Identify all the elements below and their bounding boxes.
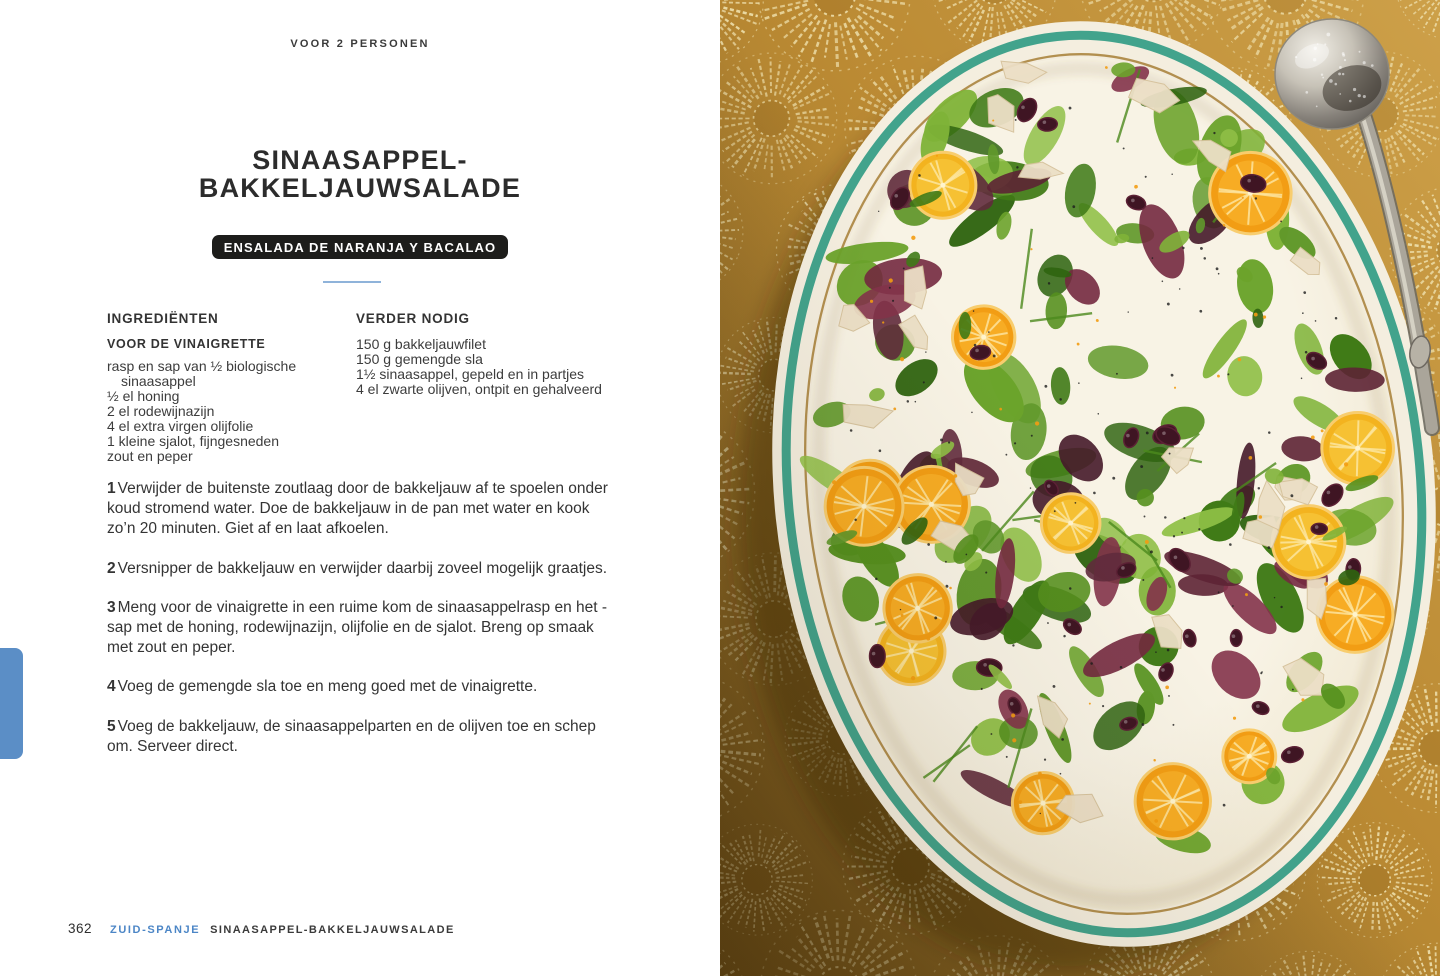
- chapter-tab-marker: [0, 648, 23, 759]
- ingredient-item: 150 g bakkeljauwfilet: [356, 336, 486, 352]
- also-needed-column: [356, 311, 628, 397]
- step-text: Voeg de bakkeljauw, de sinaasappelparten en de olijven toe en schep om. Serveer direct.: [107, 717, 596, 755]
- method-steps: [107, 479, 621, 776]
- ingredients-column: [107, 311, 345, 464]
- step-number: 3: [107, 598, 116, 616]
- photo-page: [720, 0, 1440, 976]
- ingredient-item: rasp en sap van ½ biologische sinaasappel: [107, 358, 297, 389]
- step-text: Meng voor de vinaigrette in een ruime kom de sinaasappelrasp en het -sap met de honing, rodewijnazijn, olijfolie en de sjalot. Breng op smaak met zout en peper.: [107, 598, 608, 657]
- vinaigrette-subheading: VOOR DE VINAIGRETTE: [107, 337, 266, 351]
- ingredient-item: 1½ sinaasappel, gepeld en in partjes: [356, 366, 585, 382]
- ingredient-item: 4 el extra virgen olijfolie: [107, 418, 254, 434]
- step-2: [107, 559, 621, 579]
- subtitle-badge-row: [0, 235, 720, 259]
- step-number: 5: [107, 717, 116, 735]
- step-number: 2: [107, 559, 116, 577]
- footer-region-label: ZUID-SPANJE: [110, 924, 201, 936]
- page-title-line1: SINAASAPPEL-: [252, 145, 468, 175]
- ingredient-item: ½ el honing: [107, 388, 180, 404]
- step-1: [107, 479, 621, 540]
- page-title: [0, 146, 720, 202]
- step-3: [107, 598, 621, 659]
- step-text: Verwijder de buitenste zoutlaag door de bakkeljauw af te spoelen onder koud stromend water. Doe de bakkeljauw in de pan met water en kook zo’n 20 minuten. Giet af en laat afkoelen.: [107, 480, 608, 538]
- ingredient-item: 4 el zwarte olijven, ontpit en gehalveerd: [356, 381, 602, 397]
- ingredient-item: 1 kleine sjalot, fijngesneden: [107, 433, 280, 449]
- step-4: [107, 677, 621, 697]
- page-footer: [68, 921, 455, 936]
- step-number: 4: [107, 678, 116, 696]
- step-5: [107, 717, 621, 757]
- ingredient-item: 2 el rodewijnazijn: [107, 403, 215, 419]
- serving-label: VOOR 2 PERSONEN: [290, 38, 430, 50]
- spanish-name-badge: ENSALADA DE NARANJA Y BACALAO: [212, 235, 508, 259]
- step-number: 1: [107, 480, 116, 497]
- section-divider: [323, 281, 381, 283]
- footer-recipe-name: SINAASAPPEL-BAKKELJAUWSALADE: [210, 924, 455, 936]
- ingredient-item: 150 g gemengde sla: [356, 351, 483, 367]
- also-needed-heading: VERDER NODIG: [356, 311, 470, 326]
- step-text: Voeg de gemengde sla toe en meng goed met de vinaigrette.: [117, 678, 538, 696]
- step-text: Versnipper de bakkeljauw en verwijder daarbij zoveel mogelijk graatjes.: [117, 559, 607, 577]
- salad-photo: [720, 0, 1440, 976]
- ingredients-heading: INGREDIËNTEN: [107, 311, 219, 326]
- page-title-line2: BAKKELJAUWSALADE: [198, 173, 522, 203]
- lighting-overlay: [720, 0, 1440, 976]
- page-number: 362: [68, 921, 93, 936]
- ingredient-item: zout en peper: [107, 448, 193, 464]
